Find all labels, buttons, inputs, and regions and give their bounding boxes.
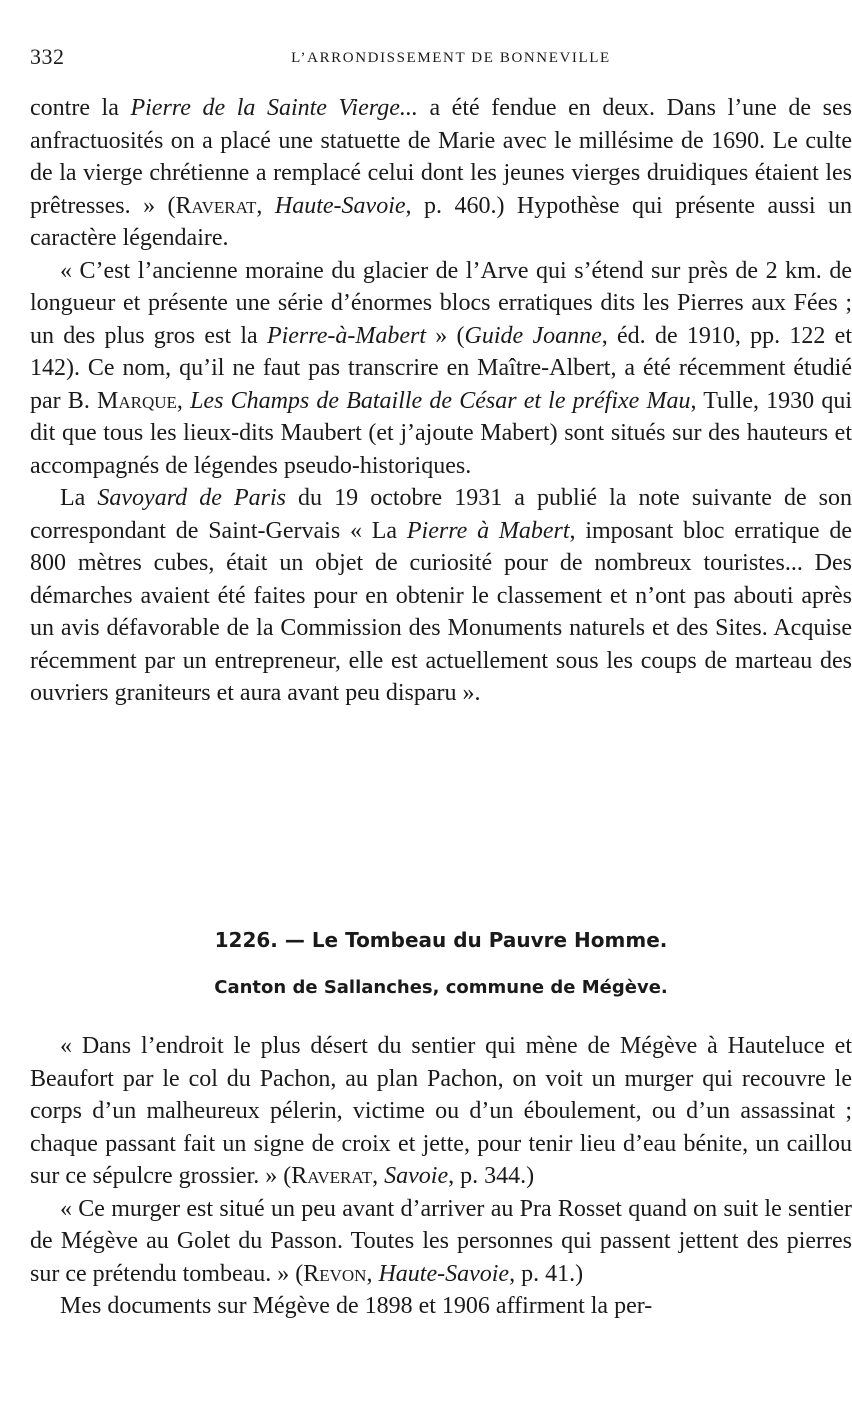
text-block-lower bbox=[30, 1030, 852, 1323]
text: , bbox=[366, 1260, 379, 1287]
text: , éd. de 1910, pp. 122 et 142). Ce nom, qu’il ne faut pas transcrire en Maître-Albert, a été récemment étudié par B. bbox=[30, 322, 852, 414]
text: « Dans l’endroit le plus désert du sentier qui mène de Mégève à Hauteluce et Beaufort par le col du Pachon, au plan Pachon, on voit un murger qui recouvre le corps d’un malheureux pélerin, victime ou d’un éboulement, ou d’un assassinat ; chaque passant fait un signe de croix et jette, pour tenir lieu d’eau bénite, un caillou sur ce sépulcre grossier. » ( bbox=[30, 1033, 852, 1189]
paragraph-6 bbox=[30, 1290, 852, 1323]
section-title: 1226. — Le Tombeau du Pauvre Homme. bbox=[214, 928, 668, 952]
text: La bbox=[60, 485, 98, 511]
text: , imposant bloc erratique de 800 mètres cubes, était un objet de curiosité pour de nombreux touristes... Des démarches avaient été faites pour en obtenir le classement et n’ont pas abouti après un avis défavorable de la Commission des Monuments naturels et des Sites. Acquise récemment par un entrepreneur, elle est actuellement sous les coups de marteau des ouvriers graniteurs et aura avant peu disparu ». bbox=[30, 517, 852, 706]
running-head: L’ARRONDISSEMENT DE BONNEVILLE bbox=[291, 50, 611, 66]
text: a été fendue en deux. Dans l’une de ses anfractuosités on a placé une statuette de Marie avec le millésime de 1690. Le culte de la vierge chrétienne a remplacé celui dont les jeunes vierges druidiques étaient les prêtresses. » ( bbox=[30, 95, 852, 219]
italic-title: Pierre de la Sainte Vierge... bbox=[130, 95, 418, 121]
text: , p. 344.) bbox=[448, 1163, 535, 1189]
author-name: Revon bbox=[303, 1260, 367, 1287]
italic-title: Les Champs de Bataille de César et le préfixe Mau bbox=[190, 387, 691, 414]
text: , bbox=[256, 192, 275, 219]
paragraph-1 bbox=[30, 92, 852, 255]
text: , bbox=[372, 1163, 385, 1189]
text: Mes documents sur Mégève de 1898 et 1906 affirment la per- bbox=[60, 1293, 653, 1319]
text: , Tulle, 1930 qui dit que tous les lieux-dits Maubert (et j’ajoute Mabert) sont situés sur des hauteurs et accompagnés de légendes pseudo-historiques. bbox=[30, 387, 852, 479]
italic-term: Pierre-à-Mabert bbox=[266, 322, 426, 349]
section-subtitle: Canton de Sallanches, commune de Mégève. bbox=[214, 977, 668, 998]
italic-title: Haute-Savoie bbox=[274, 192, 406, 219]
text: » ( bbox=[426, 322, 465, 349]
paragraph-2 bbox=[30, 255, 852, 483]
text: , p. 460.) Hypothèse qui présente aussi un caractère légendaire. bbox=[30, 192, 852, 251]
author-name: Marque bbox=[96, 387, 177, 414]
author-name: Raverat bbox=[175, 192, 257, 219]
page-header bbox=[30, 44, 822, 76]
paragraph-3 bbox=[30, 482, 852, 710]
text: du 19 octobre 1931 a publié la note suivante de son correspondant de Saint-Gervais « La bbox=[30, 485, 852, 544]
text: « Ce murger est situé un peu avant d’arriver au Pra Rosset quand on suit le sentier de Mégève au Golet du Passon. Toutes les personnes qui passent jettent des pierres sur ce prétendu tombeau. » ( bbox=[30, 1195, 852, 1287]
author-name: Raverat bbox=[291, 1163, 373, 1189]
italic-title: Savoyard de Paris bbox=[97, 485, 286, 511]
italic-title: Savoie bbox=[384, 1163, 449, 1189]
text-block-upper bbox=[30, 92, 852, 710]
italic-title: Guide Joanne bbox=[464, 322, 602, 349]
text: , bbox=[176, 387, 191, 414]
italic-title: Haute-Savoie bbox=[378, 1260, 510, 1287]
page-number: 332 bbox=[30, 44, 65, 69]
paragraph-5 bbox=[30, 1193, 852, 1291]
text: « C’est l’ancienne moraine du glacier de l’Arve qui s’étend sur près de 2 km. de longueur et présente une série d’énormes blocs erratiques dits les Pierres aux Fées ; un des plus gros est la bbox=[30, 257, 852, 349]
text: , p. 41.) bbox=[509, 1260, 584, 1287]
paragraph-4 bbox=[30, 1030, 852, 1193]
italic-term: Pierre à Mabert bbox=[406, 517, 570, 544]
text: contre la bbox=[30, 95, 131, 121]
